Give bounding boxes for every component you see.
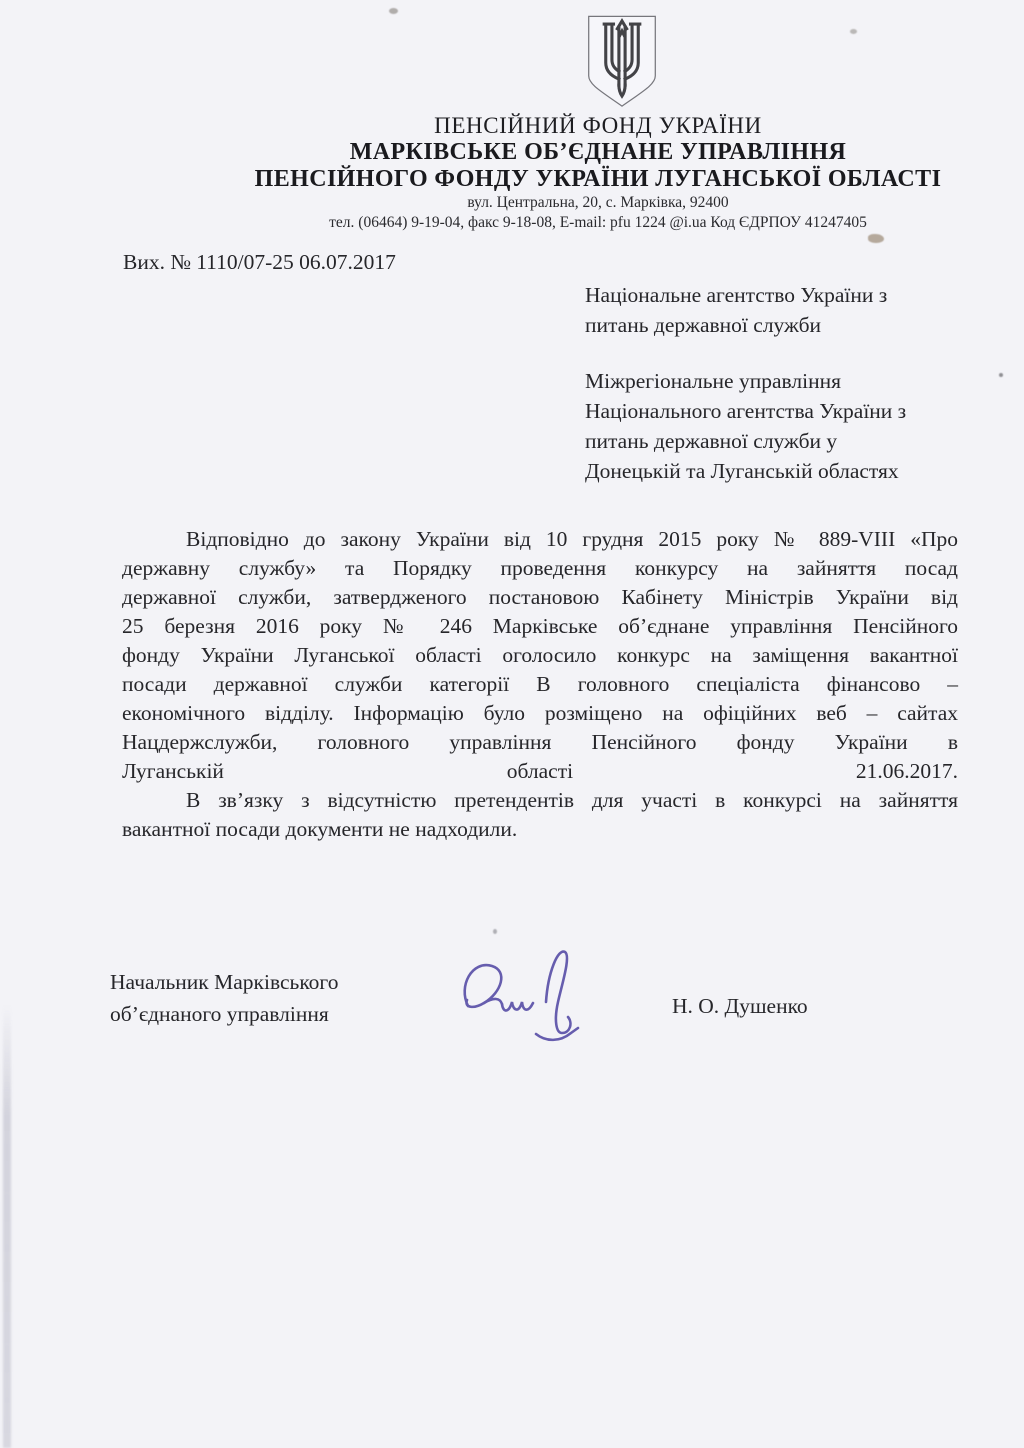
recipient-2 — [585, 366, 985, 486]
body-line: державну службу» та Порядку проведення конкурсу на зайняття посад — [122, 556, 958, 580]
scan-speck — [850, 29, 857, 34]
recipient-1 — [585, 280, 985, 340]
body-line: В зв’язку з відсутністю претендентів для участі в конкурсі на зайняття — [186, 788, 958, 812]
body-line: вакантної посади документи не надходили. — [122, 817, 518, 841]
office-name-line2: ПЕНСІЙНОГО ФОНДУ УКРАЇНИ ЛУГАНСЬКОЇ ОБЛАСТІ — [254, 166, 942, 192]
letter-body — [122, 525, 958, 844]
signer-name: Н. О. Душенко — [672, 994, 808, 1018]
office-address: вул. Центральна, 20, с. Марківка, 92400 — [467, 194, 729, 211]
office-name-line1: МАРКІВСЬКЕ ОБ’ЄДНАНЕ УПРАВЛІННЯ — [349, 139, 847, 165]
recipient-line: Національне агентство України з — [585, 283, 888, 307]
letterhead — [172, 112, 1024, 232]
signer-title-line: об’єднаного управління — [110, 1002, 329, 1026]
scan-speck — [493, 929, 497, 934]
recipient-line: Національного агентства України з — [585, 399, 907, 423]
recipient-line: Донецькій та Луганській областях — [585, 459, 899, 483]
office-contacts: тел. (06464) 9-19-04, факс 9-18-08, E-mail: pfu 1224 @i.ua Код ЄДРПОУ 41247405 — [329, 213, 867, 231]
recipient-line: питань державної служби — [585, 313, 822, 337]
scan-speck — [389, 8, 398, 14]
handwritten-signature-icon — [448, 940, 623, 1052]
recipient-block — [585, 280, 985, 486]
body-line: фонду України Луганської області оголосило конкурс на заміщення вакантної — [122, 643, 958, 667]
recipient-line: питань державної служби у — [585, 429, 838, 453]
signer-title — [110, 966, 338, 1030]
ukraine-trident-emblem-icon — [583, 14, 661, 110]
outgoing-reference: Вих. № 1110/07-25 06.07.2017 — [123, 250, 396, 274]
body-line: економічного відділу. Інформацію було розміщено на офіційних веб – сайтах — [122, 701, 958, 725]
scan-speck — [999, 373, 1003, 377]
body-line: державної служби, затвердженого постановою Кабінету Міністрів України від — [122, 585, 958, 609]
body-line: посади державної служби категорії В головного спеціаліста фінансово – — [122, 672, 958, 696]
body-line: Відповідно до закону України від 10 грудня 2015 року № 889-VIII «Про — [186, 527, 958, 551]
body-line: 25 березня 2016 року № 246 Марківське об’єднане управління Пенсійного — [122, 614, 958, 638]
scan-speck — [868, 234, 884, 243]
recipient-line: Міжрегіональне управління — [585, 369, 841, 393]
body-line: Нацдержслужби, головного управління Пенсійного фонду України в — [122, 730, 958, 754]
org-name: ПЕНСІЙНИЙ ФОНД УКРАЇНИ — [434, 113, 762, 138]
scan-edge-shadow — [3, 1005, 11, 1448]
body-line: Луганській області 21.06.2017. — [122, 759, 958, 783]
signer-title-line: Начальник Марківського — [110, 970, 339, 994]
